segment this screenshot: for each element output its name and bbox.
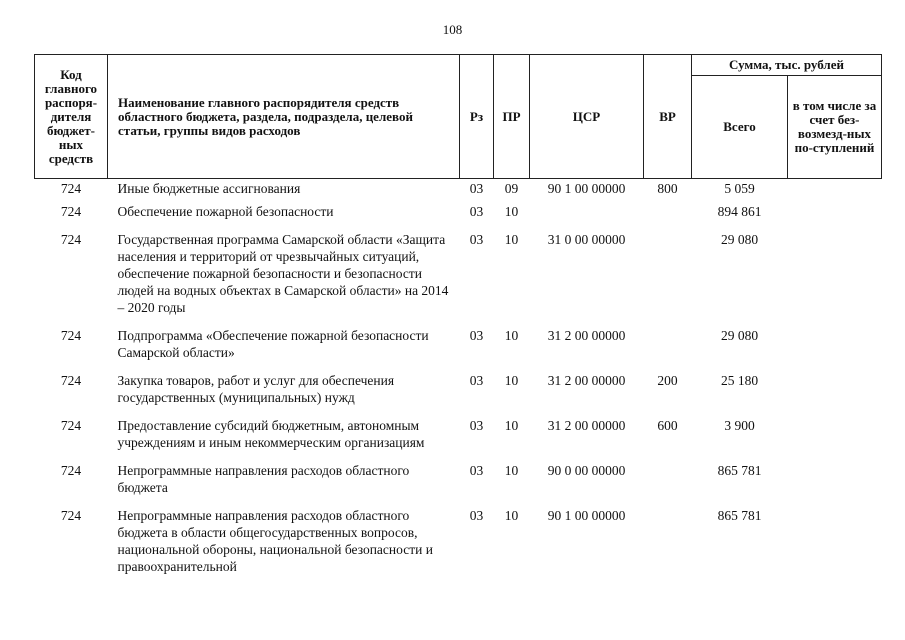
header-total: Всего [692, 76, 788, 179]
cell-rz: 03 [469, 418, 484, 433]
table-row [35, 327, 882, 372]
cell-total: 3 900 [724, 418, 755, 433]
cell-name: Непрограммные направления расходов областного бюджета в области общегосударственных вопросов, национальной обороны, национальной безопасности и правоохранительной [117, 508, 433, 574]
table-row [35, 231, 882, 327]
cell-free [788, 179, 882, 204]
cell-code: 724 [60, 204, 82, 219]
cell-code: 724 [60, 373, 82, 388]
cell-name: Подпрограмма «Обеспечение пожарной безопасности Самарской области» [117, 328, 429, 360]
table-row [35, 417, 882, 462]
page-number: 108 [442, 22, 463, 37]
budget-table [34, 54, 882, 586]
cell-total: 29 080 [720, 328, 759, 343]
cell-name: Предоставление субсидий бюджетным, автономным учреждениям и иным некоммерческим организациям [117, 418, 425, 450]
cell-free [788, 203, 882, 231]
cell-rz: 03 [469, 181, 484, 196]
cell-csr: 90 1 00 00000 [547, 181, 626, 196]
table-row [35, 203, 882, 231]
cell-code: 724 [60, 508, 82, 523]
cell-total: 29 080 [720, 232, 759, 247]
cell-vr [644, 462, 692, 507]
cell-pr: 10 [504, 463, 519, 478]
cell-code: 724 [60, 232, 82, 247]
cell-free [788, 372, 882, 417]
cell-rz: 03 [469, 508, 484, 523]
table-row [35, 462, 882, 507]
cell-rz: 03 [469, 204, 484, 219]
cell-pr: 10 [504, 373, 519, 388]
cell-total: 894 861 [717, 204, 762, 219]
cell-total: 25 180 [720, 373, 759, 388]
table-row [35, 179, 882, 204]
table-row [35, 372, 882, 417]
table-header [35, 55, 882, 179]
table-body [35, 179, 882, 587]
cell-total: 865 781 [717, 463, 762, 478]
cell-vr: 200 [657, 373, 678, 388]
cell-code: 724 [60, 463, 82, 478]
cell-free [788, 507, 882, 586]
cell-csr: 90 0 00 00000 [547, 463, 626, 478]
cell-rz: 03 [469, 373, 484, 388]
table-row [35, 507, 882, 586]
cell-name: Государственная программа Самарской области «Защита населения и территорий от чрезвычайных ситуаций, обеспечение пожарной безопасности и безопасности людей на водных объектах в Самарской области» на 2014 – 2020 годы [117, 232, 449, 315]
header-csr: ЦСР [530, 55, 644, 179]
cell-vr: 600 [657, 418, 678, 433]
cell-csr: 31 2 00 00000 [547, 328, 626, 343]
header-sum: Сумма, тыс. рублей [692, 55, 882, 76]
header-free: в том числе за счет без-возмезд-ных по-ступлений [788, 76, 882, 179]
cell-pr: 10 [504, 418, 519, 433]
cell-name: Иные бюджетные ассигнования [117, 181, 301, 196]
cell-code: 724 [60, 328, 82, 343]
cell-csr: 31 0 00 00000 [547, 232, 626, 247]
cell-free [788, 417, 882, 462]
cell-csr: 31 2 00 00000 [547, 418, 626, 433]
cell-vr [644, 327, 692, 372]
header-rz: Рз [460, 55, 494, 179]
cell-csr: 90 1 00 00000 [547, 508, 626, 523]
cell-csr: 31 2 00 00000 [547, 373, 626, 388]
cell-name: Обеспечение пожарной безопасности [117, 204, 334, 219]
cell-total: 5 059 [724, 181, 755, 196]
cell-pr: 10 [504, 204, 519, 219]
cell-code: 724 [60, 418, 82, 433]
cell-free [788, 231, 882, 327]
header-pr: ПР [494, 55, 530, 179]
cell-rz: 03 [469, 328, 484, 343]
cell-free [788, 462, 882, 507]
cell-vr [644, 203, 692, 231]
header-code: Код главного распоря-дителя бюджет-ных средств [35, 55, 108, 179]
header-name: Наименование главного распорядителя средств областного бюджета, раздела, подраздела, целевой статьи, группы видов расходов [108, 55, 460, 179]
cell-csr [530, 203, 644, 231]
cell-total: 865 781 [717, 508, 762, 523]
cell-code: 724 [60, 181, 82, 196]
cell-pr: 09 [504, 181, 519, 196]
cell-pr: 10 [504, 328, 519, 343]
cell-pr: 10 [504, 232, 519, 247]
cell-rz: 03 [469, 232, 484, 247]
cell-vr: 800 [657, 181, 678, 196]
header-vr: ВР [644, 55, 692, 179]
cell-vr [644, 231, 692, 327]
cell-vr [644, 507, 692, 586]
cell-name: Непрограммные направления расходов областного бюджета [117, 463, 410, 495]
cell-name: Закупка товаров, работ и услуг для обеспечения государственных (муниципальных) нужд [117, 373, 395, 405]
cell-pr: 10 [504, 508, 519, 523]
cell-free [788, 327, 882, 372]
cell-rz: 03 [469, 463, 484, 478]
